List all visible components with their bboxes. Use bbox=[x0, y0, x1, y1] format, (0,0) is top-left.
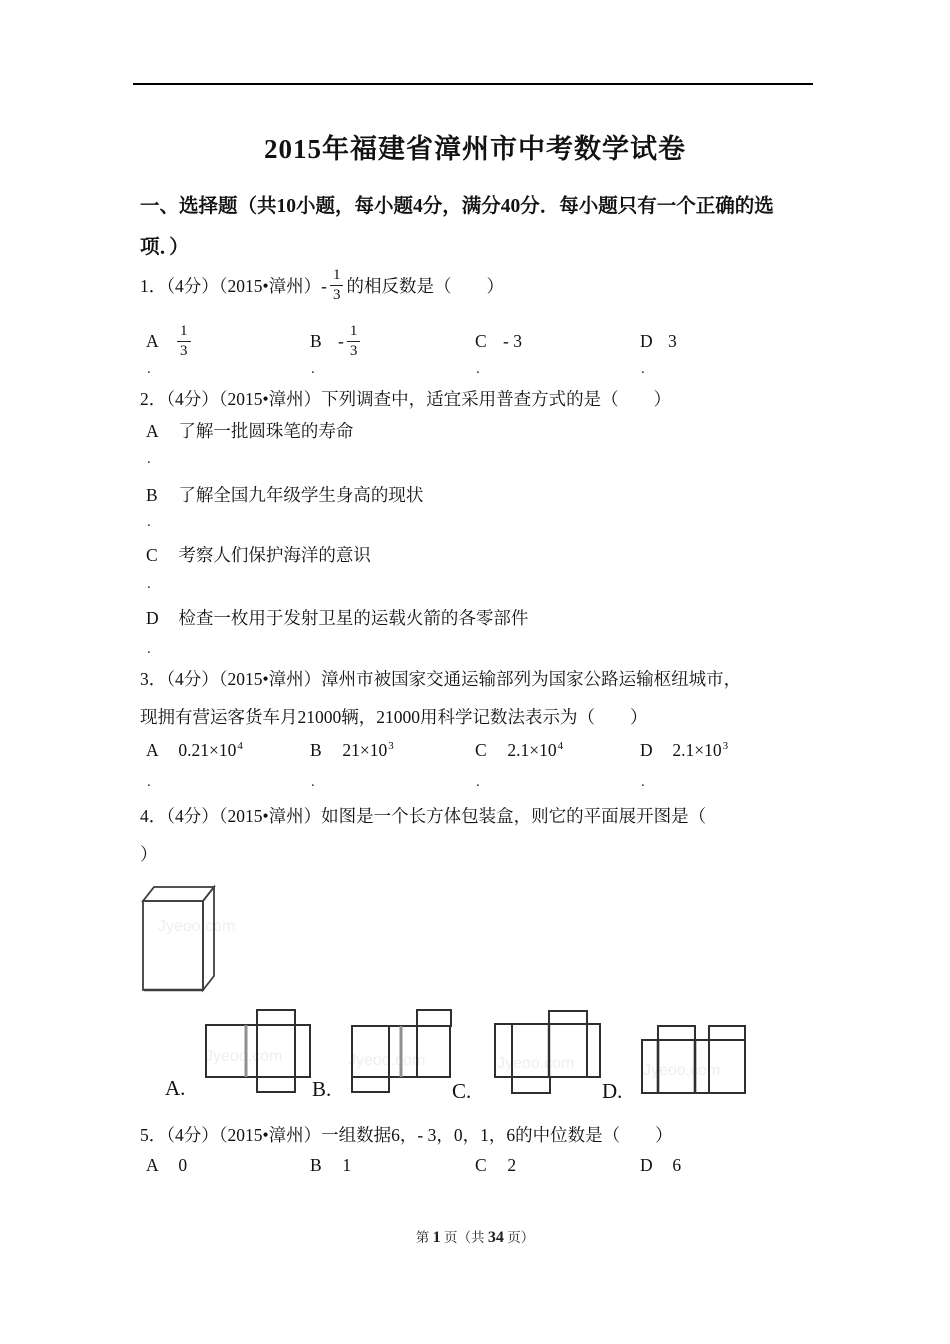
option-label: D bbox=[640, 1155, 653, 1175]
question-1-stem-prefix: 1．（4分）（2015•漳州）- bbox=[140, 275, 327, 296]
option-label: C bbox=[475, 330, 487, 351]
header-rule bbox=[133, 83, 813, 85]
option-period: . bbox=[147, 641, 151, 657]
option-period: . bbox=[147, 451, 151, 467]
option-value: 0.21×10 bbox=[178, 740, 237, 760]
box-3d-figure bbox=[143, 887, 214, 990]
question-2-option-b bbox=[146, 482, 423, 507]
question-2-option-d bbox=[146, 605, 528, 630]
option-period: . bbox=[147, 361, 151, 377]
option-label: B bbox=[310, 1155, 322, 1175]
question-5-option-b bbox=[310, 1155, 351, 1176]
fraction-numerator: 1 bbox=[347, 323, 361, 342]
question-4-stem-line2: ） bbox=[140, 844, 158, 864]
net-b-figure bbox=[352, 1010, 451, 1092]
question-1-option-a bbox=[146, 318, 194, 364]
option-value: 21×10 bbox=[342, 740, 388, 760]
option-label: A bbox=[146, 740, 159, 760]
fraction bbox=[177, 323, 191, 359]
option-value: 2.1×10 bbox=[507, 740, 557, 760]
option-period: . bbox=[147, 774, 151, 790]
page-footer bbox=[0, 1226, 950, 1247]
footer-text: 第 bbox=[415, 1230, 430, 1245]
fraction bbox=[330, 267, 344, 303]
option-value: 1 bbox=[342, 1155, 352, 1175]
question-3-stem-line2: 现拥有营运客货车月21000辆，21000用科学记数法表示为（ ） bbox=[140, 707, 648, 727]
fraction-denominator: 3 bbox=[349, 343, 358, 359]
option-value: 3 bbox=[668, 330, 677, 351]
question-5-option-d bbox=[640, 1155, 681, 1176]
net-d-figure bbox=[642, 1026, 745, 1093]
option-period: . bbox=[311, 361, 315, 377]
footer-total-pages: 34 bbox=[487, 1229, 504, 1246]
exponent: 4 bbox=[237, 740, 243, 753]
exponent: 3 bbox=[388, 740, 394, 753]
option-label: C bbox=[475, 1155, 487, 1175]
fraction-numerator: 1 bbox=[330, 267, 344, 286]
question-5-option-a bbox=[146, 1155, 187, 1176]
question-3-stem-line1: 3．（4分）（2015•漳州）漳州市被国家交通运输部列为国家公路运输枢纽城市， bbox=[140, 669, 742, 689]
question-1-option-b bbox=[310, 318, 363, 364]
fraction-denominator: 3 bbox=[180, 343, 188, 359]
net-c-figure bbox=[495, 1011, 600, 1093]
footer-text: 页） bbox=[507, 1230, 535, 1245]
option-label: B bbox=[310, 740, 322, 760]
net-label-b: B. bbox=[312, 1077, 332, 1101]
fraction-numerator: 1 bbox=[177, 323, 191, 342]
option-text: 了解一批圆珠笔的寿命 bbox=[178, 421, 354, 441]
section-heading-line2: 项．） bbox=[140, 237, 189, 258]
option-period: . bbox=[311, 774, 315, 790]
question-2-option-a bbox=[146, 418, 353, 443]
fraction-denominator: 3 bbox=[332, 287, 341, 303]
question-1-option-c bbox=[475, 318, 522, 364]
option-text: 考察人们保护海洋的意识 bbox=[178, 545, 371, 565]
question-2-stem: 2．（4分）（2015•漳州）下列调查中，适宜采用普查方式的是（ ） bbox=[140, 389, 672, 409]
watermark: Jyeoo.com bbox=[497, 1055, 575, 1072]
option-text: 检查一枚用于发射卫星的运载火箭的各零部件 bbox=[178, 608, 529, 628]
net-label-a: A. bbox=[165, 1076, 186, 1100]
footer-text: 页（共 bbox=[444, 1230, 485, 1245]
option-label: B bbox=[146, 485, 158, 505]
net-a-figure bbox=[206, 1010, 310, 1092]
question-4-stem-line1: 4．（4分）（2015•漳州）如图是一个长方体包装盒，则它的平面展开图是（ bbox=[140, 806, 707, 826]
option-value: 0 bbox=[178, 1155, 188, 1175]
exponent: 4 bbox=[557, 740, 564, 753]
option-text: 了解全国九年级学生身高的现状 bbox=[178, 485, 424, 505]
option-value: 6 bbox=[672, 1155, 682, 1175]
option-label: A bbox=[146, 330, 159, 351]
question-4-figure bbox=[0, 870, 950, 1110]
question-5-option-c bbox=[475, 1155, 516, 1176]
option-label: A bbox=[146, 1155, 159, 1175]
option-value: 2 bbox=[507, 1155, 517, 1175]
option-label: D bbox=[146, 608, 159, 628]
question-3-option-a bbox=[146, 740, 243, 761]
question-1-stem-suffix: 的相反数是（ ） bbox=[346, 275, 504, 296]
question-5-stem: 5．（4分）（2015•漳州）一组数据6，- 3，0，1，6的中位数是（ ） bbox=[140, 1125, 673, 1145]
minus-sign: - bbox=[338, 330, 344, 351]
option-label: C bbox=[146, 545, 158, 565]
watermark: Jyeoo.com bbox=[205, 1048, 283, 1065]
option-period: . bbox=[641, 774, 645, 790]
fraction bbox=[347, 323, 361, 359]
option-value: 2.1×10 bbox=[672, 740, 722, 760]
net-label-d: D. bbox=[602, 1079, 623, 1103]
option-label: D bbox=[640, 330, 653, 351]
option-period: . bbox=[147, 576, 151, 592]
page-title: 2015年福建省漳州市中考数学试卷 bbox=[264, 134, 686, 164]
watermark: Jyeoo.com bbox=[348, 1052, 426, 1069]
footer-page-number: 1 bbox=[432, 1229, 441, 1246]
option-period: . bbox=[147, 514, 151, 530]
option-period: . bbox=[476, 361, 480, 377]
watermark: Jyeoo.com bbox=[643, 1062, 721, 1079]
watermark: Jyeoo.com bbox=[158, 918, 236, 935]
question-1-option-d bbox=[640, 318, 677, 364]
question-3-option-c bbox=[475, 740, 563, 761]
option-label: B bbox=[310, 330, 322, 351]
option-period: . bbox=[641, 361, 645, 377]
section-heading-line1: 一、选择题（共10小题，每小题4分，满分40分．每小题只有一个正确的选 bbox=[140, 196, 774, 217]
option-period: . bbox=[476, 774, 480, 790]
question-2-option-c bbox=[146, 542, 371, 567]
option-label: D bbox=[640, 740, 653, 760]
net-label-c: C. bbox=[452, 1079, 472, 1103]
question-3-option-b bbox=[310, 740, 394, 761]
option-label: A bbox=[146, 421, 159, 441]
option-value: - 3 bbox=[503, 330, 522, 351]
option-label: C bbox=[475, 740, 487, 760]
question-1-stem bbox=[140, 262, 504, 308]
exponent: 3 bbox=[722, 740, 729, 753]
question-3-option-d bbox=[640, 740, 728, 761]
